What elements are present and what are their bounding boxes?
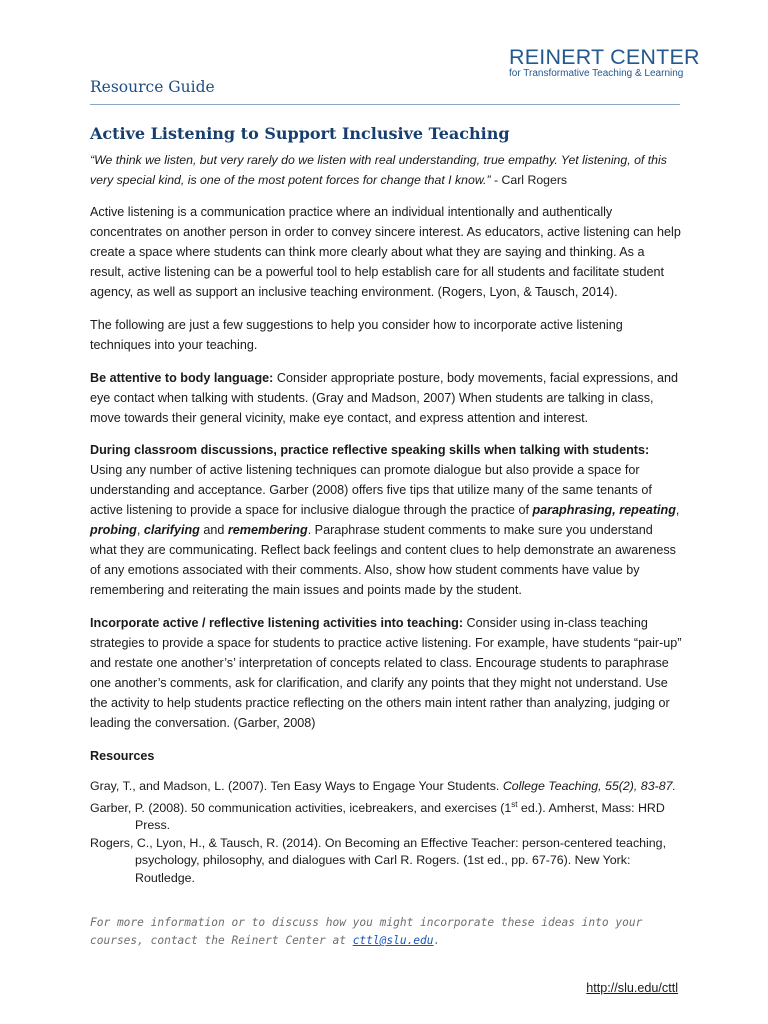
- reference-item: [90, 778, 690, 796]
- reinert-center-logo: [509, 46, 700, 80]
- contact-note: [90, 914, 690, 950]
- emphasis-clarifying: clarifying: [143, 523, 200, 537]
- emphasis-remembering: remembering: [227, 523, 308, 537]
- epigraph-quote: [90, 150, 682, 190]
- separator: ,: [136, 523, 144, 537]
- reference-text-cont: ed.). Amherst, Mass: HRD Press.: [135, 800, 665, 833]
- intro-paragraph: Active listening is a communication practice where an individual intentionally and authentically concentrates on another person in order to convey sincere interest. As educators, active listening can help create a space where students can think more clearly about what they are saying and thinking. As a result, active listening can be a powerful tool to help establish care for all students and facilitate student agency, as well as support an inclusive teaching environment. (Rogers, Lyon, & Tausch, 2014).: [90, 205, 681, 299]
- contact-text: For more information or to discuss how you might incorporate these ideas into your courses, contact the Reinert Center at: [90, 916, 643, 947]
- document-title: Active Listening to Support Inclusive Teaching: [90, 124, 510, 143]
- reference-item: [90, 796, 690, 835]
- brand-tagline: for Transformative Teaching & Learning: [509, 68, 684, 79]
- reference-text: Rogers, C., Lyon, H., & Tausch, R. (2014). On Becoming an Effective Teacher: person-centered teaching, psychology, philosophy, and dialogues with Carl R. Rogers. (1st ed., pp. 67-76). New York: Routledge.: [90, 835, 667, 885]
- header-divider: [90, 104, 680, 105]
- reflective-speaking-text-cont: . Paraphrase student comments to make sure you understand what they are communicating. Reflect back feelings and content clues to help demonstrate an awareness of any emotions associated with their comments. Also, show how student comments have value by remembering and reiterating the main issues and points made by the student.: [90, 523, 676, 597]
- website-link[interactable]: http://slu.edu/cttl: [586, 981, 678, 995]
- listening-activities-text: Consider using in-class teaching strategies to provide a space for students to practice active listening. For example, have students “pair-up” and restate one another’s’ interpretation of concepts related to class. Encourage students to paraphrase one another’s comments, ask for clarification, and clarify any points that they might not understand. Use the activity to help students practice reflecting on the others main intent rather than analyzing, judging or leading the conversation. (Garber, 2008): [90, 616, 682, 730]
- emphasis-paraphrasing-repeating: paraphrasing, repeating: [532, 503, 676, 517]
- quote-attribution: - Carl Rogers: [490, 173, 568, 187]
- separator: and: [199, 523, 228, 537]
- listening-activities-heading: Incorporate active / reflective listening activities into teaching:: [90, 616, 464, 630]
- emphasis-probing: probing: [90, 523, 137, 537]
- contact-email-link[interactable]: cttl@slu.edu: [352, 934, 434, 947]
- brand-name: REINERT CENTER: [509, 45, 700, 69]
- reference-journal: College Teaching, 55(2), 83-87.: [502, 779, 676, 793]
- reference-superscript: st: [511, 799, 518, 809]
- reference-text: Garber, P. (2008). 50 communication activities, icebreakers, and exercises (1: [90, 800, 512, 815]
- body-language-paragraph: [90, 368, 682, 428]
- listening-activities-paragraph: [90, 613, 682, 733]
- reference-text: Gray, T., and Madson, L. (2007). Ten Easy Ways to Engage Your Students.: [90, 779, 503, 793]
- separator: ,: [675, 503, 680, 517]
- reflective-speaking-text: Using any number of active listening techniques can promote dialogue but also provide a space for understanding and acceptance. Garber (2008) offers five tips that utilize many of the same tenants of active listening to provide a space for inclusive dialogue through the practice of: [90, 463, 652, 517]
- body-language-text: Consider appropriate posture, body movements, facial expressions, and eye contact when talking with students. (Gray and Madson, 2007) When students are talking in class, move towards their general vicinity, make eye contact, and express attention and interest.: [90, 371, 678, 425]
- reflective-speaking-paragraph: [90, 440, 682, 600]
- suggestions-intro-paragraph: The following are just a few suggestions to help you consider how to incorporate active listening techniques into your teaching.: [90, 318, 623, 352]
- guide-title: Resource Guide: [90, 78, 215, 96]
- contact-period: .: [433, 934, 441, 947]
- body-language-heading: Be attentive to body language:: [90, 371, 274, 385]
- reference-list: [90, 778, 690, 887]
- resources-heading: Resources: [90, 749, 155, 763]
- reference-item: [90, 835, 690, 888]
- quote-text: “We think we listen, but very rarely do we listen with real understanding, true empathy. Yet listening, of this very special kind, is one of the most potent forces for change that I know.”: [90, 153, 667, 187]
- reflective-speaking-heading: During classroom discussions, practice reflective speaking skills when talking with students:: [90, 443, 650, 457]
